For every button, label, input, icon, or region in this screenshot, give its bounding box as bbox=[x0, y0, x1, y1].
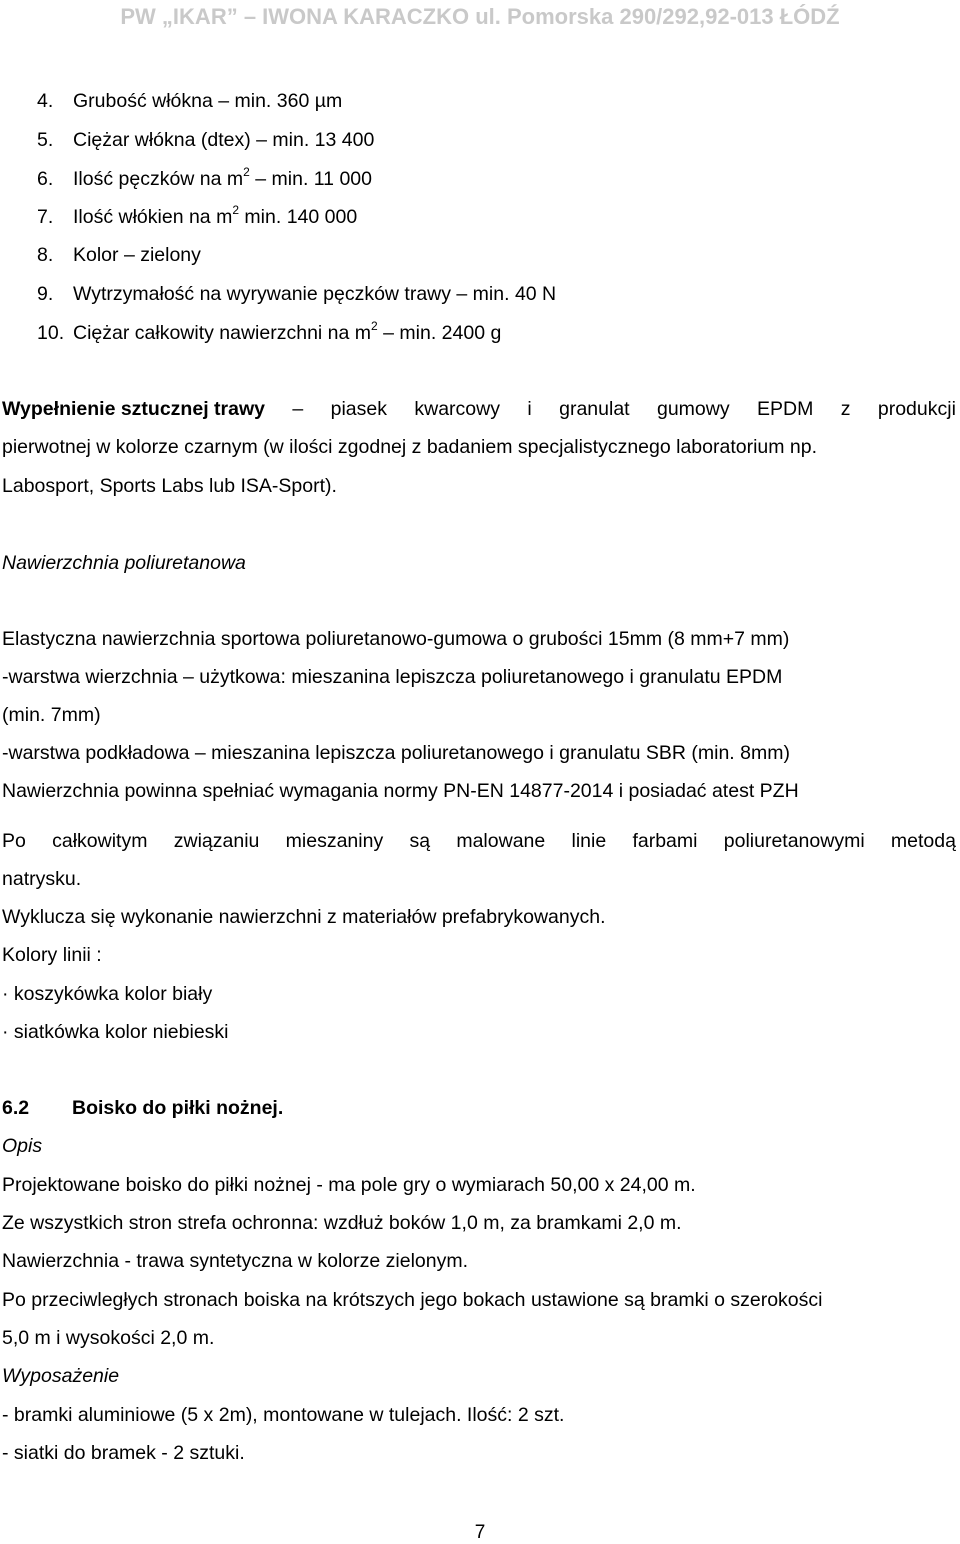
paragraph-line: Kolory linii : bbox=[2, 944, 102, 966]
paragraph-line: 5,0 m i wysokości 2,0 m. bbox=[2, 1327, 215, 1349]
fill-paragraph-line: Wypełnienie sztucznej trawy – piasek kwarcowy i granulat gumowy EPDM z produkcji bbox=[2, 398, 956, 420]
paragraph-line: Nawierzchnia - trawa syntetyczna w kolorze zielonym. bbox=[2, 1250, 469, 1272]
list-item: 4. Grubość włókna – min. 360 µm bbox=[37, 90, 343, 112]
paragraph-line: Labosport, Sports Labs lub ISA-Sport). bbox=[2, 475, 337, 497]
list-item: 9. Wytrzymałość na wyrywanie pęczków trawy – min. 40 N bbox=[37, 283, 557, 305]
section-number: 6.2 bbox=[2, 1097, 30, 1119]
page-number: 7 bbox=[474, 1522, 486, 1543]
equipment-item: - siatki do bramek - 2 sztuki. bbox=[2, 1442, 245, 1464]
paragraph-line: Projektowane boisko do piłki nożnej - ma pole gry o wymiarach 50,00 x 24,00 m. bbox=[2, 1174, 696, 1196]
list-item: 6. Ilość pęczków na $m^2$ – min. 11 000 bbox=[37, 165, 372, 190]
paragraph-line: Nawierzchnia powinna spełniać wymagania normy PN-EN 14877-2014 i posiadać atest PZH bbox=[2, 780, 799, 802]
bullet-item: · koszykówka kolor biały bbox=[2, 983, 213, 1005]
paragraph-line: Elastyczna nawierzchnia sportowa poliuretanowo-gumowa o grubości 15mm (8 mm+7 mm) bbox=[2, 628, 790, 650]
list-item: 5. Ciężar włókna (dtex) – min. 13 400 bbox=[37, 129, 375, 151]
section-heading: Nawierzchnia poliuretanowa bbox=[2, 552, 246, 574]
paragraph-line: Wyklucza się wykonanie nawierzchni z materiałów prefabrykowanych. bbox=[2, 906, 606, 928]
document-header: PW „IKAR” – IWONA KARACZKO ul. Pomorska 290/292,92-013 ŁÓDŹ bbox=[120, 4, 840, 29]
paragraph-line: -warstwa wierzchnia – użytkowa: mieszanina lepiszcza poliuretanowego i granulatu EPDM bbox=[2, 666, 783, 688]
fill-title: Wypełnienie sztucznej trawy bbox=[2, 398, 265, 420]
paragraph-line: Po całkowitym związaniu mieszaniny są malowane linie farbami poliuretanowymi metodą bbox=[2, 830, 956, 852]
bullet-item: · siatkówka kolor niebieski bbox=[2, 1021, 229, 1043]
paragraph-line: natrysku. bbox=[2, 868, 82, 890]
subheading-wyposazenie: Wyposażenie bbox=[2, 1365, 120, 1387]
paragraph-line: -warstwa podkładowa – mieszanina lepiszcza poliuretanowego i granulatu SBR (min. 8mm) bbox=[2, 742, 790, 764]
section-title: Boisko do piłki nożnej. bbox=[72, 1097, 284, 1119]
list-item: 7. Ilość włókien na $m^2$ min. 140 000 bbox=[37, 203, 358, 228]
paragraph-line: Po przeciwległych stronach boiska na krótszych jego bokach ustawione są bramki o szerokości bbox=[2, 1289, 823, 1311]
list-item: 10. Ciężar całkowity nawierzchni na $m^2$ – min. 2400 g bbox=[37, 319, 502, 344]
equipment-item: - bramki aluminiowe (5 x 2m), montowane w tulejach. Ilość: 2 szt. bbox=[2, 1404, 565, 1426]
list-item: 8. Kolor – zielony bbox=[37, 244, 201, 266]
paragraph-line: Ze wszystkich stron strefa ochronna: wzdłuż boków 1,0 m, za bramkami 2,0 m. bbox=[2, 1212, 682, 1234]
subheading-opis: Opis bbox=[2, 1135, 43, 1157]
paragraph-line: (min. 7mm) bbox=[2, 704, 101, 726]
paragraph-line: pierwotnej w kolorze czarnym (w ilości zgodnej z badaniem specjalistycznego laboratorium np. bbox=[2, 436, 818, 458]
